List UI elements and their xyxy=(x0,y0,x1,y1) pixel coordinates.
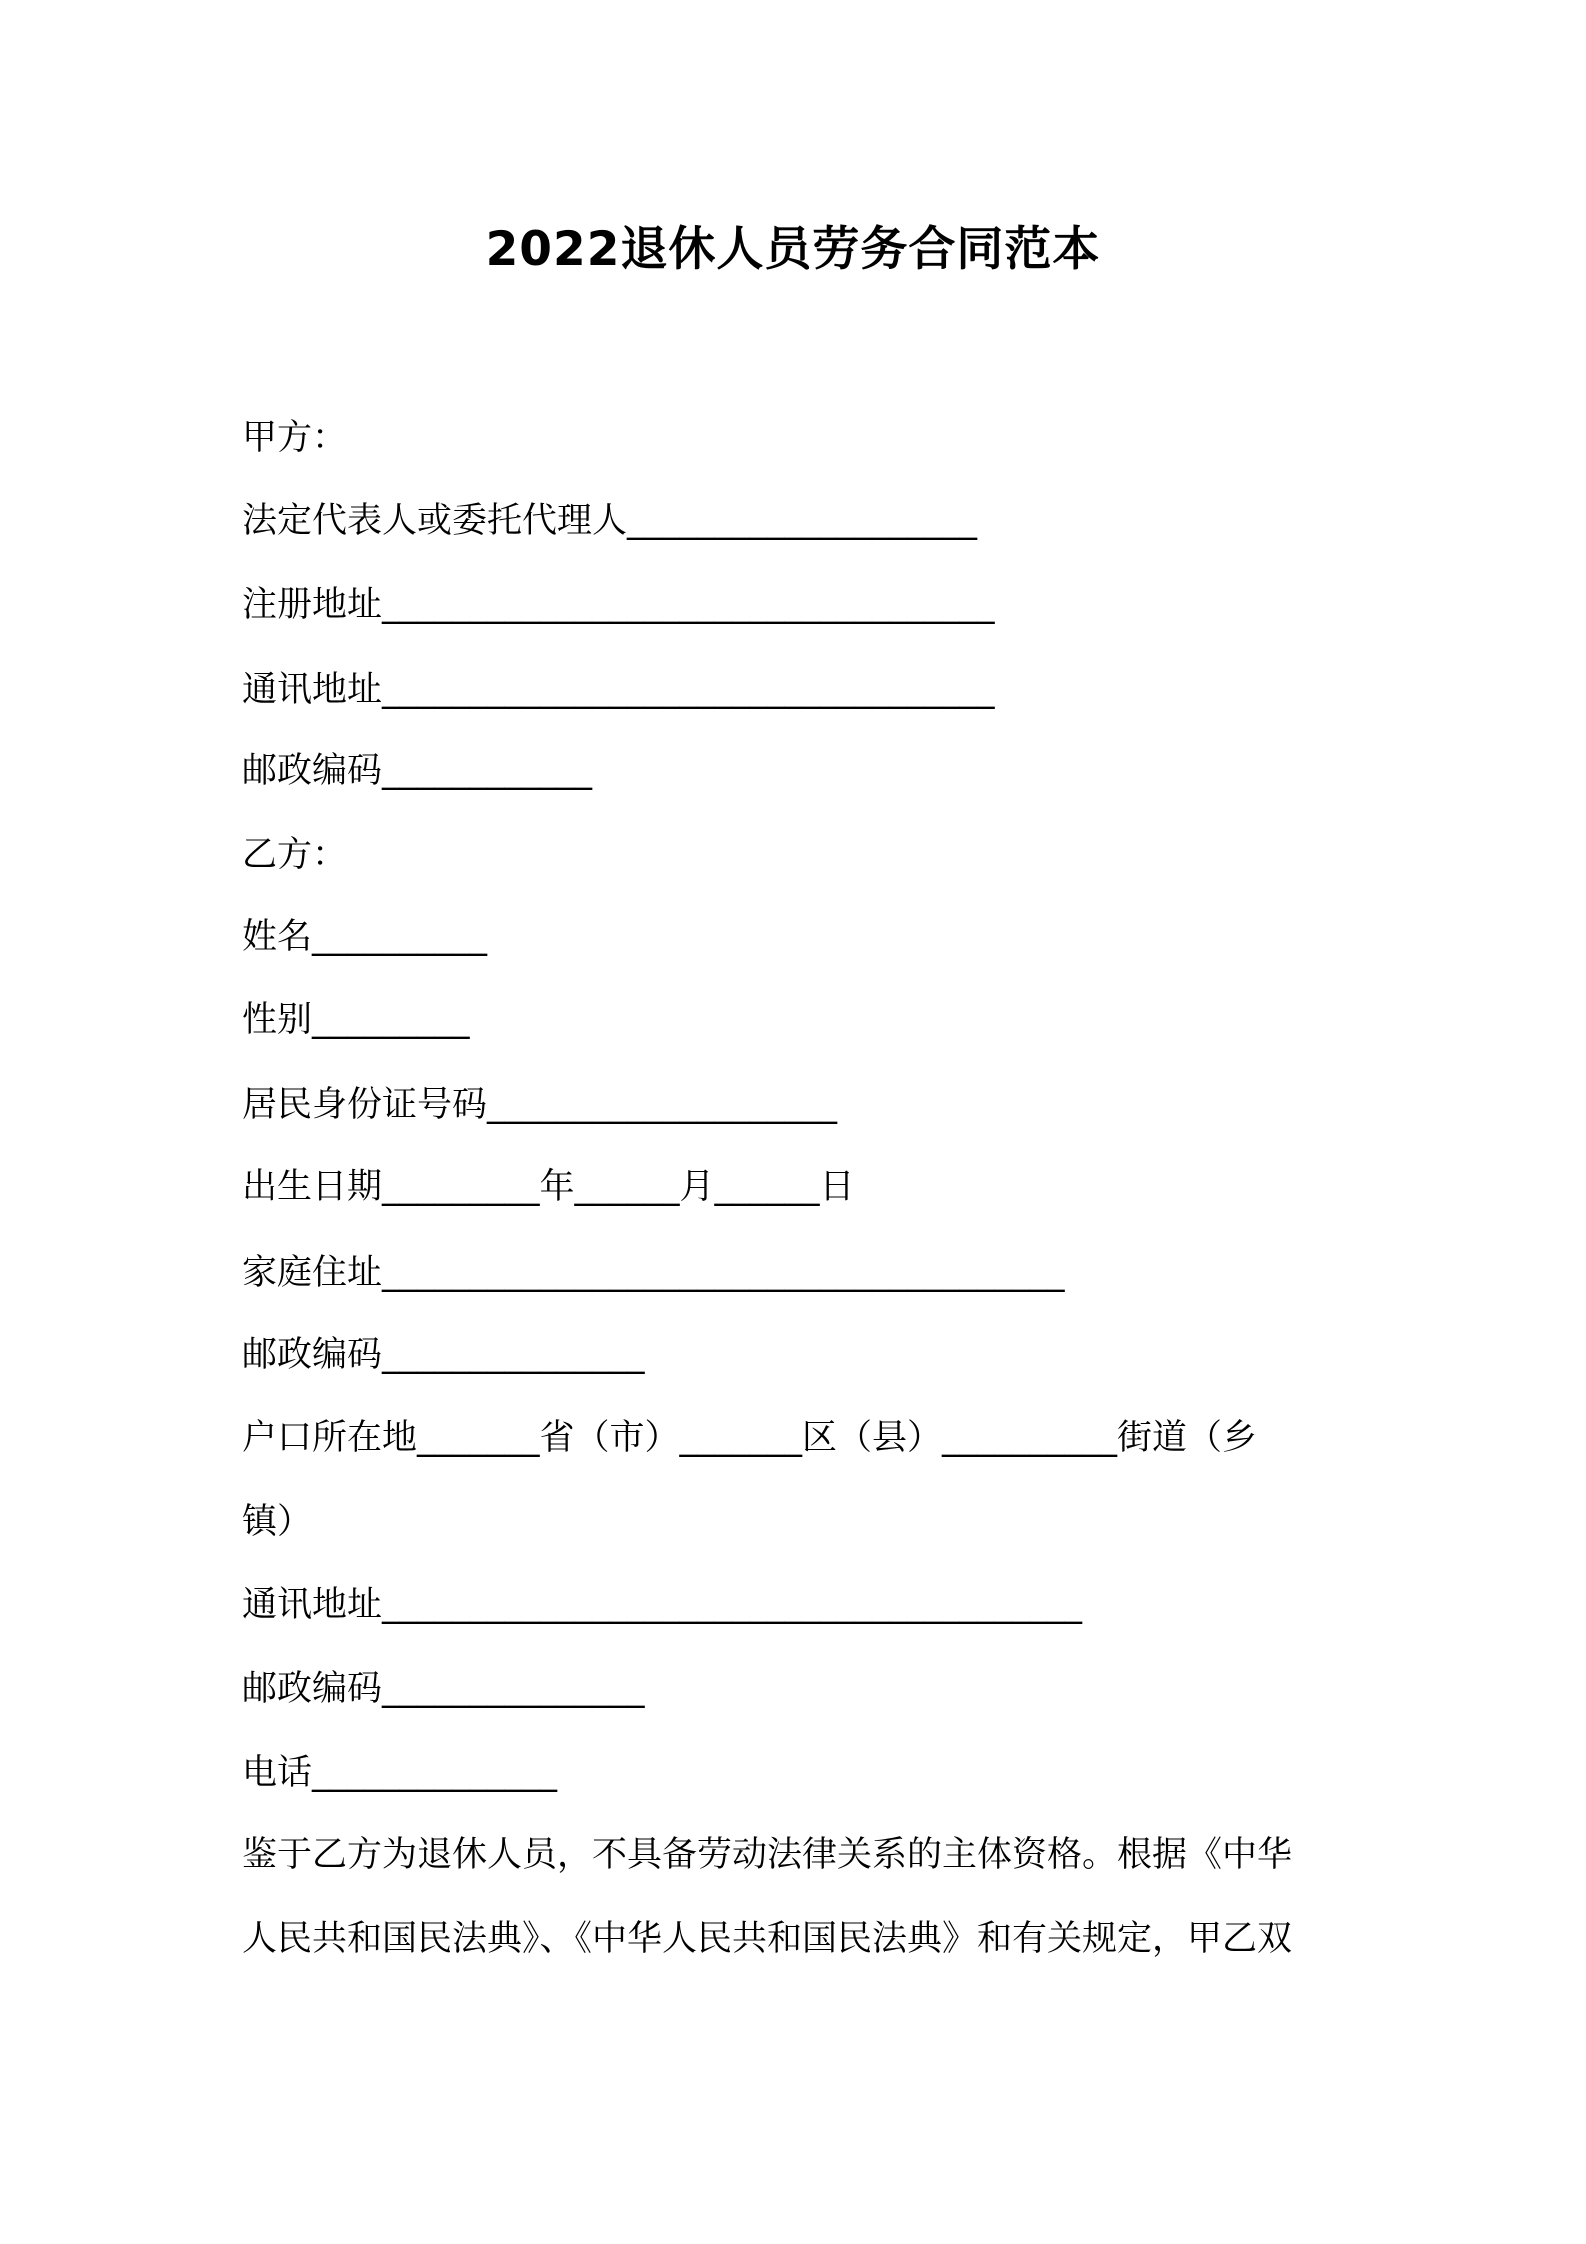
household-registration-field-cont: 镇） xyxy=(242,1502,313,1542)
party-a-heading: 甲方： xyxy=(242,418,348,458)
body-paragraph-line: 鉴于乙方为退休人员，不具备劳动法律关系的主体资格。根据《中华 xyxy=(242,1835,1293,1875)
id-number-field: 居民身份证号码____________________ xyxy=(242,1085,838,1125)
name-field: 姓名__________ xyxy=(242,917,488,957)
postal-code-field: 邮政编码_______________ xyxy=(242,1669,645,1709)
postal-code-field: 邮政编码____________ xyxy=(242,751,593,791)
registered-address-field: 注册地址___________________________________ xyxy=(242,585,995,625)
document-title: 2022退休人员劳务合同范本 xyxy=(485,222,1101,277)
contact-address-field: 通讯地址___________________________________ xyxy=(242,670,995,710)
gender-field: 性别_________ xyxy=(242,1000,470,1040)
legal-representative-field: 法定代表人或委托代理人____________________ xyxy=(242,501,978,541)
postal-code-field: 邮政编码_______________ xyxy=(242,1335,645,1375)
phone-field: 电话______________ xyxy=(242,1753,558,1793)
contact-address-field: 通讯地址________________________________________ xyxy=(242,1585,1083,1625)
birth-date-field: 出生日期_________年______月______日 xyxy=(242,1167,855,1207)
home-address-field: 家庭住址_______________________________________ xyxy=(242,1253,1065,1293)
party-b-heading: 乙方： xyxy=(242,835,348,875)
household-registration-field: 户口所在地_______省（市）_______区（县）__________街道（乡 xyxy=(242,1418,1258,1458)
body-paragraph-line: 人民共和国民法典》、《中华人民共和国民法典》和有关规定，甲乙双 xyxy=(242,1919,1293,1959)
